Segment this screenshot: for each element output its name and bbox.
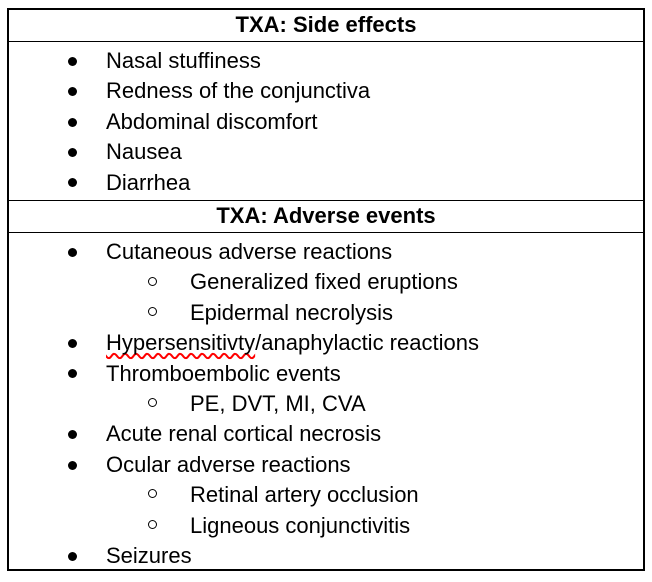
section-header: TXA: Adverse events [9, 200, 643, 233]
list-item-text [106, 239, 392, 264]
text-segment: Abdominal discomfort [106, 108, 318, 134]
text-segment: Seizures [106, 543, 192, 569]
list-item [9, 419, 643, 449]
text-segment: Epidermal necrolysis [190, 299, 393, 325]
list-item-text [106, 170, 190, 195]
list-item-text [106, 421, 381, 446]
list-item [9, 359, 643, 389]
bullet-icon [68, 118, 77, 127]
bullet-icon [68, 369, 77, 378]
bullet-icon [68, 87, 77, 96]
bullet-icon [68, 552, 77, 561]
misspelled-word: Hypersensitivty [106, 330, 256, 356]
circle-bullet-icon [148, 520, 157, 529]
list-item [9, 267, 643, 297]
text-segment: /anaphylactic reactions [255, 330, 479, 356]
list-item-text [106, 452, 351, 477]
list-item [9, 76, 643, 106]
list-item-text [106, 361, 341, 386]
circle-bullet-icon [148, 398, 157, 407]
list-item [9, 237, 643, 267]
circle-bullet-icon [148, 277, 157, 286]
list-item-text [106, 78, 370, 103]
list-item [9, 298, 643, 328]
section-body [9, 233, 643, 571]
list-item [9, 137, 643, 167]
text-segment: Nasal stuffiness [106, 48, 261, 73]
text-segment: Thromboembolic events [106, 360, 341, 386]
list-item [9, 46, 643, 76]
list-item-text [106, 139, 182, 164]
text-segment: Ligneous conjunctivitis [190, 512, 411, 538]
bullet-icon [68, 57, 77, 66]
list-item [9, 480, 643, 510]
bullet-icon [68, 430, 77, 439]
list-item [9, 389, 643, 419]
list-item-text [190, 269, 458, 294]
circle-bullet-icon [148, 489, 157, 498]
list-item-text [190, 482, 419, 507]
bullet-icon [68, 248, 77, 257]
text-segment: Generalized fixed eruptions [190, 269, 458, 295]
list-item-text [190, 300, 393, 325]
list-item [9, 168, 643, 198]
list-item [9, 450, 643, 480]
bullet-icon [68, 178, 77, 187]
text-segment: Retinal artery occlusion [190, 482, 419, 508]
list-item-text [106, 330, 479, 355]
bullet-icon [68, 461, 77, 470]
text-segment: Diarrhea [106, 169, 191, 195]
list-item [9, 107, 643, 137]
list-item [9, 328, 643, 358]
list-item-text [190, 513, 410, 538]
list-item [9, 541, 643, 571]
text-segment: Ocular adverse reactions [106, 451, 351, 477]
text-segment: Nausea [106, 139, 182, 165]
section-header: TXA: Side effects [9, 10, 643, 42]
list-item-text [106, 543, 192, 568]
bullet-icon [68, 148, 77, 157]
list-item-text [190, 391, 366, 416]
text-segment: Redness of the conjunctiva [106, 78, 371, 104]
list-item [9, 511, 643, 541]
text-segment: PE, DVT, MI, CVA [190, 391, 366, 417]
text-segment: Acute renal cortical necrosis [106, 421, 382, 447]
circle-bullet-icon [148, 307, 157, 316]
list-item-text [106, 109, 318, 134]
txa-effects-table [7, 8, 645, 571]
section-body [9, 42, 643, 200]
list-item-text [106, 48, 261, 73]
text-segment: Cutaneous adverse reactions [106, 239, 393, 265]
bullet-icon [68, 339, 77, 348]
